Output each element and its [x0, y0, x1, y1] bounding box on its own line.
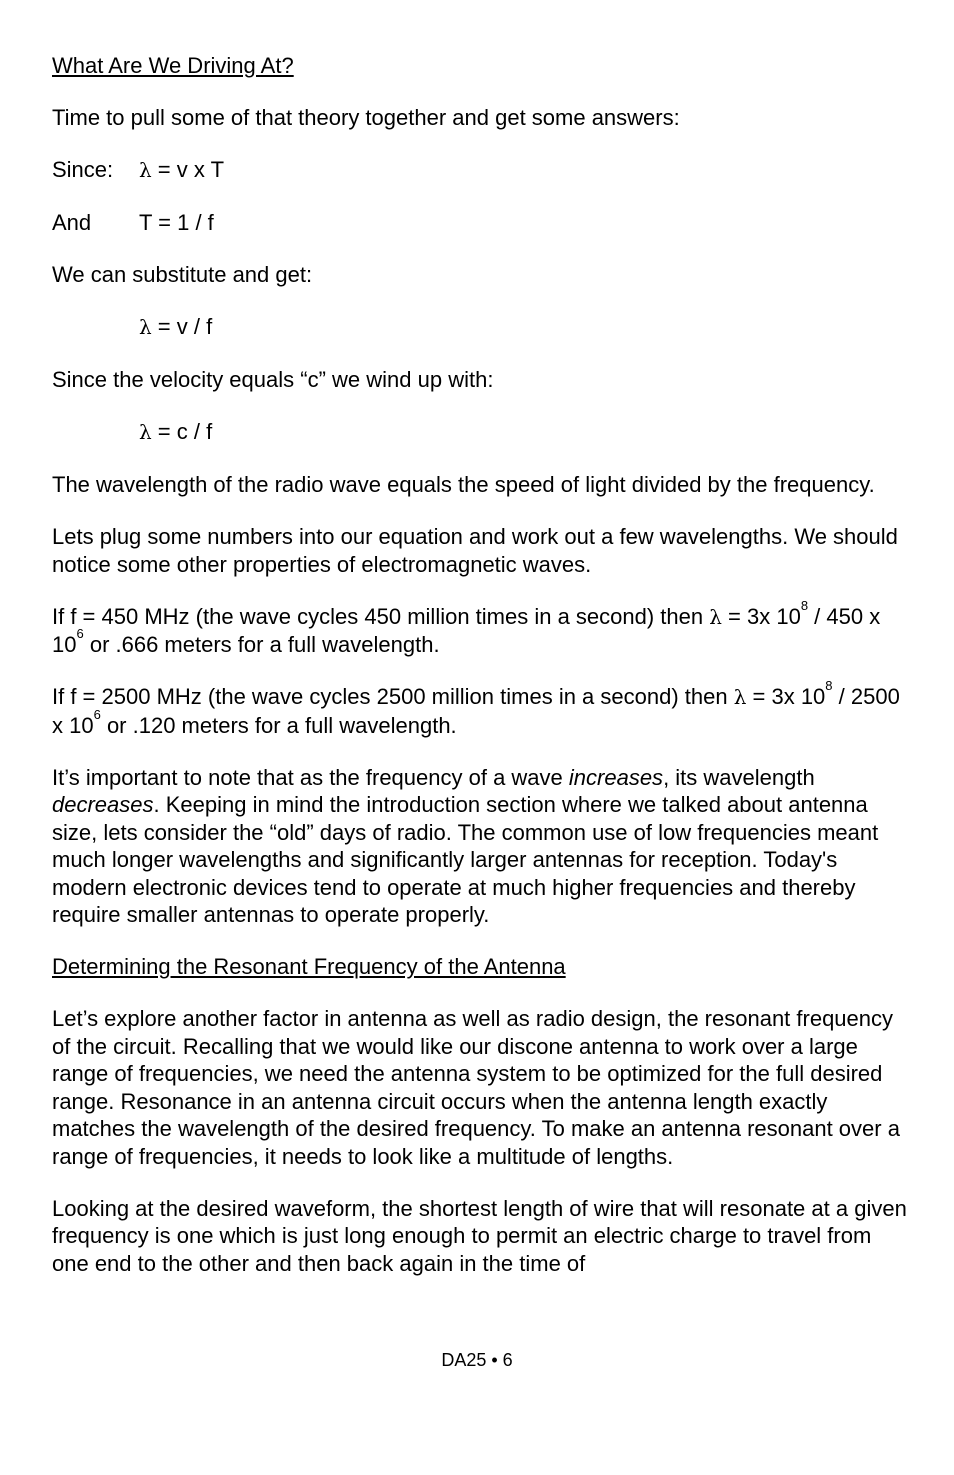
- example-450-paragraph: [52, 597, 912, 659]
- waveform-paragraph: Looking at the desired waveform, the shortest length of wire that will resonate at a given frequency is one which is just long enough to permit an electric charge to travel from one end to the other and then back again in the time of: [52, 1195, 907, 1276]
- plug-numbers-paragraph: Lets plug some numbers into our equation and work out a few wavelengths. We should notice some other properties of electromagnetic waves.: [52, 524, 898, 577]
- text-run: If f = 2500 MHz (the wave cycles 2500 million times in a second) then: [52, 684, 734, 709]
- since-equation-rest: = v x T: [151, 157, 225, 182]
- exponent: 6: [93, 706, 101, 722]
- emphasis-decreases: decreases: [52, 792, 154, 817]
- text-run: / 2500 x 10: [52, 684, 900, 738]
- text-run: , its wavelength: [663, 764, 815, 790]
- section-heading-driving: What Are We Driving At?: [52, 53, 294, 78]
- page-footer: DA25 • 6: [441, 1350, 513, 1370]
- wavelength-c-equation: [52, 418, 912, 447]
- text-run: If f = 450 MHz (the wave cycles 450 million times in a second) then: [52, 603, 710, 629]
- lambda-symbol: λ: [139, 420, 152, 444]
- lambda-symbol: λ: [139, 315, 152, 339]
- since-equation: [52, 156, 912, 185]
- lambda-symbol: λ: [733, 685, 747, 709]
- equation-rest: = c / f: [151, 419, 213, 444]
- text-run: It’s important to note that as the frequency of a wave: [52, 764, 569, 790]
- and-equation: [52, 209, 912, 237]
- since-label: Since:: [52, 157, 114, 182]
- intro-paragraph: Time to pull some of that theory together and get some answers:: [52, 105, 680, 130]
- section-heading-resonant: Determining the Resonant Frequency of the Antenna: [52, 954, 566, 979]
- lambda-symbol: λ: [139, 158, 152, 182]
- text-run: = 3x 10: [746, 684, 826, 709]
- wavelength-definition-paragraph: The wavelength of the radio wave equals the speed of light divided by the frequency.: [52, 472, 875, 497]
- resonance-paragraph: Let’s explore another factor in antenna as well as radio design, the resonant frequency of the circuit. Recalling that we would like our discone antenna to work over a large range of frequencies, we need the antenna system to be optimized for the full desired range. Resonance in an antenna circuit occurs when the antenna length exactly matches the wavelength of the desired frequency. To make an antenna resonant over a range of frequencies, it needs to look like a multitude of lengths.: [52, 1006, 900, 1169]
- wavelength-velocity-equation: [52, 313, 912, 342]
- text-run: or .666 meters for a full wavelength.: [83, 632, 440, 657]
- important-note-paragraph: [52, 764, 912, 929]
- text-run: = 3x 10: [721, 603, 801, 629]
- text-run: . Keeping in mind the introduction section where we talked about antenna size, lets consider the “old” days of radio. The common use of low frequencies meant much longer wavelengths and significantly larger antennas for reception. Today's modern electronic devices tend to operate at much higher frequencies and thereby require smaller antennas to operate properly.: [52, 792, 879, 927]
- lambda-symbol: λ: [709, 604, 722, 629]
- text-run: or .120 meters for a full wavelength.: [100, 712, 457, 738]
- exponent: 8: [800, 597, 809, 613]
- and-label: And: [52, 210, 92, 235]
- velocity-paragraph: Since the velocity equals “c” we wind up with:: [52, 367, 494, 392]
- equation-rest: = v / f: [151, 314, 213, 339]
- document-page: [52, 52, 912, 1302]
- text-run: / 450 x 10: [52, 603, 881, 657]
- and-equation-text: T = 1 / f: [139, 210, 214, 235]
- example-2500-paragraph: [52, 678, 912, 739]
- exponent: 6: [76, 626, 84, 641]
- substitute-paragraph: We can substitute and get:: [52, 262, 313, 287]
- emphasis-increases: increases: [568, 764, 664, 790]
- exponent: 8: [825, 678, 833, 693]
